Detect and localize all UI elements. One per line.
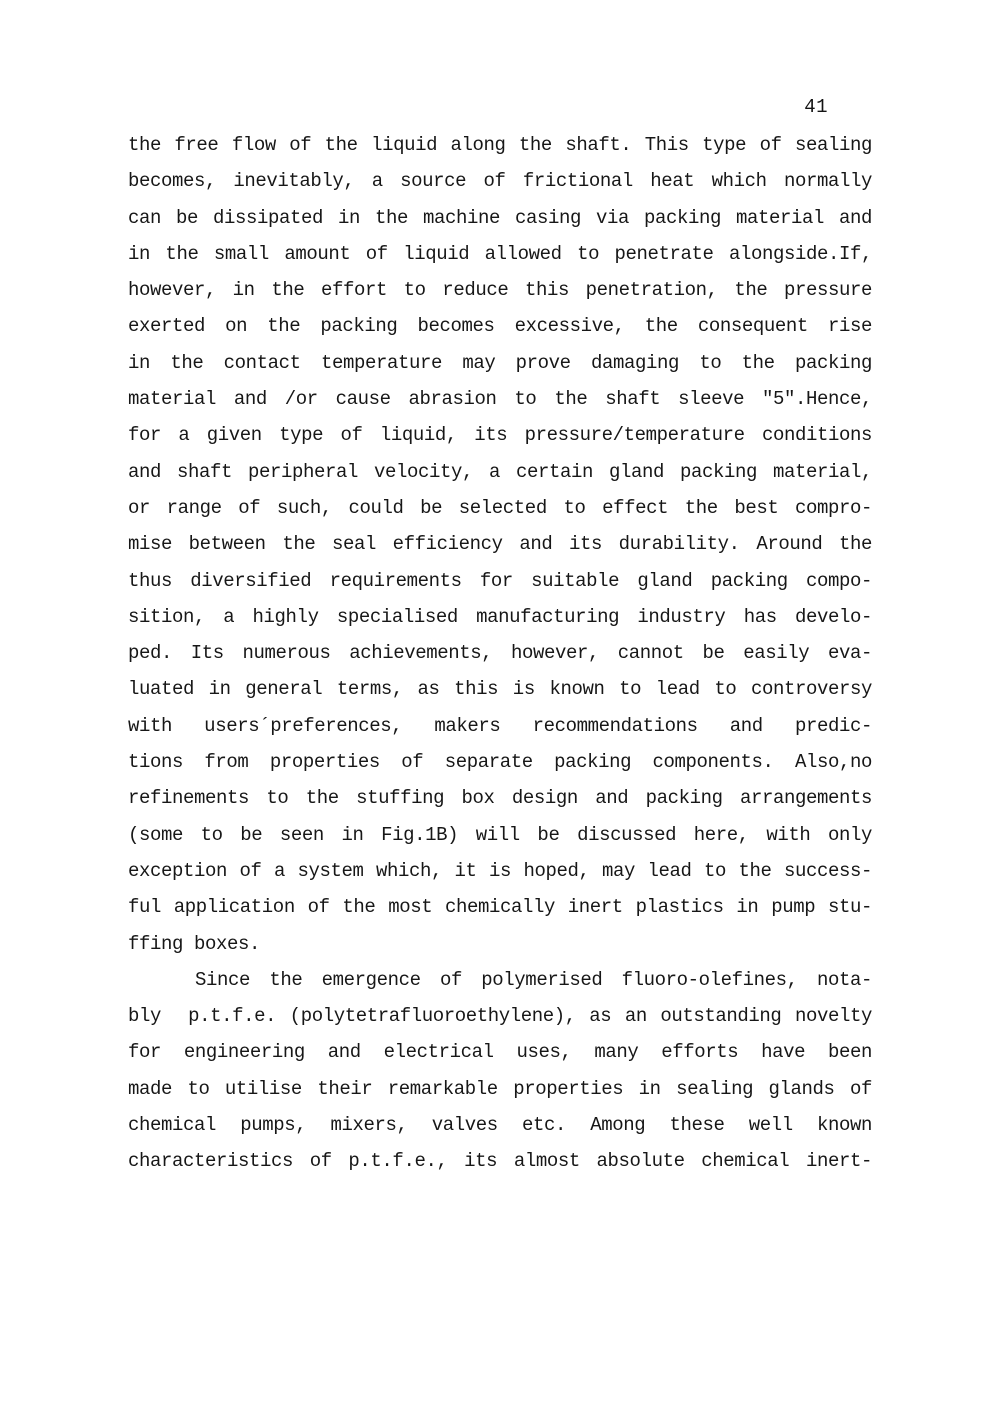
text-line: luated in general terms, as this is known to lead to controversy xyxy=(128,678,872,701)
text-line: or range of such, could be selected to effect the best compro- xyxy=(128,496,872,519)
text-line: in the contact temperature may prove damaging to the packing xyxy=(128,351,872,374)
text-line: refinements to the stuffing box design and packing arrangements xyxy=(128,787,872,810)
text-line: chemical pumps, mixers, valves etc. Among these well known xyxy=(128,1114,872,1137)
text-line: sition, a highly specialised manufacturing industry has develo- xyxy=(128,605,872,628)
text-line: ffing boxes. xyxy=(128,932,261,955)
text-line: for engineering and electrical uses, many efforts have been xyxy=(128,1041,872,1064)
text-line: and shaft peripheral velocity, a certain gland packing material, xyxy=(128,460,872,483)
text-line: with users´preferences, makers recommendations and predic- xyxy=(128,714,872,737)
text-block xyxy=(128,127,872,1180)
text-line: exerted on the packing becomes excessive, the consequent rise xyxy=(128,315,872,338)
text-line: can be dissipated in the machine casing via packing material and xyxy=(128,206,872,229)
text-line: thus diversified requirements for suitable gland packing compo- xyxy=(128,569,872,592)
text-line: ped. Its numerous achievements, however, cannot be easily eva- xyxy=(128,642,872,665)
text-line: in the small amount of liquid allowed to penetrate alongside.If, xyxy=(128,242,872,265)
text-line: the free flow of the liquid along the shaft. This type of sealing xyxy=(128,134,872,156)
text-line: bly p.t.f.e. (polytetrafluoroethylene), as an outstanding novelty xyxy=(128,1005,872,1028)
text-line: Since the emergence of polymerised fluoro-olefines, nota- xyxy=(195,968,872,991)
page-number: 41 xyxy=(804,96,828,118)
text-line: ful application of the most chemically inert plastics in pump stu- xyxy=(128,896,872,919)
text-line: however, in the effort to reduce this penetration, the pressure xyxy=(128,279,872,302)
text-line: made to utilise their remarkable properties in sealing glands of xyxy=(128,1077,872,1100)
text-line: characteristics of p.t.f.e., its almost absolute chemical inert- xyxy=(128,1150,872,1173)
text-line: tions from properties of separate packing components. Also,no xyxy=(128,751,872,774)
text-line: (some to be seen in Fig.1B) will be discussed here, with only xyxy=(128,823,872,846)
text-line: material and /or cause abrasion to the shaft sleeve "5".Hence, xyxy=(128,388,872,411)
text-line: mise between the seal efficiency and its durability. Around the xyxy=(128,533,872,556)
text-line: for a given type of liquid, its pressure/temperature conditions xyxy=(128,424,872,447)
text-line: exception of a system which, it is hoped, may lead to the success- xyxy=(128,859,872,882)
text-line: becomes, inevitably, a source of frictional heat which normally xyxy=(128,170,872,193)
